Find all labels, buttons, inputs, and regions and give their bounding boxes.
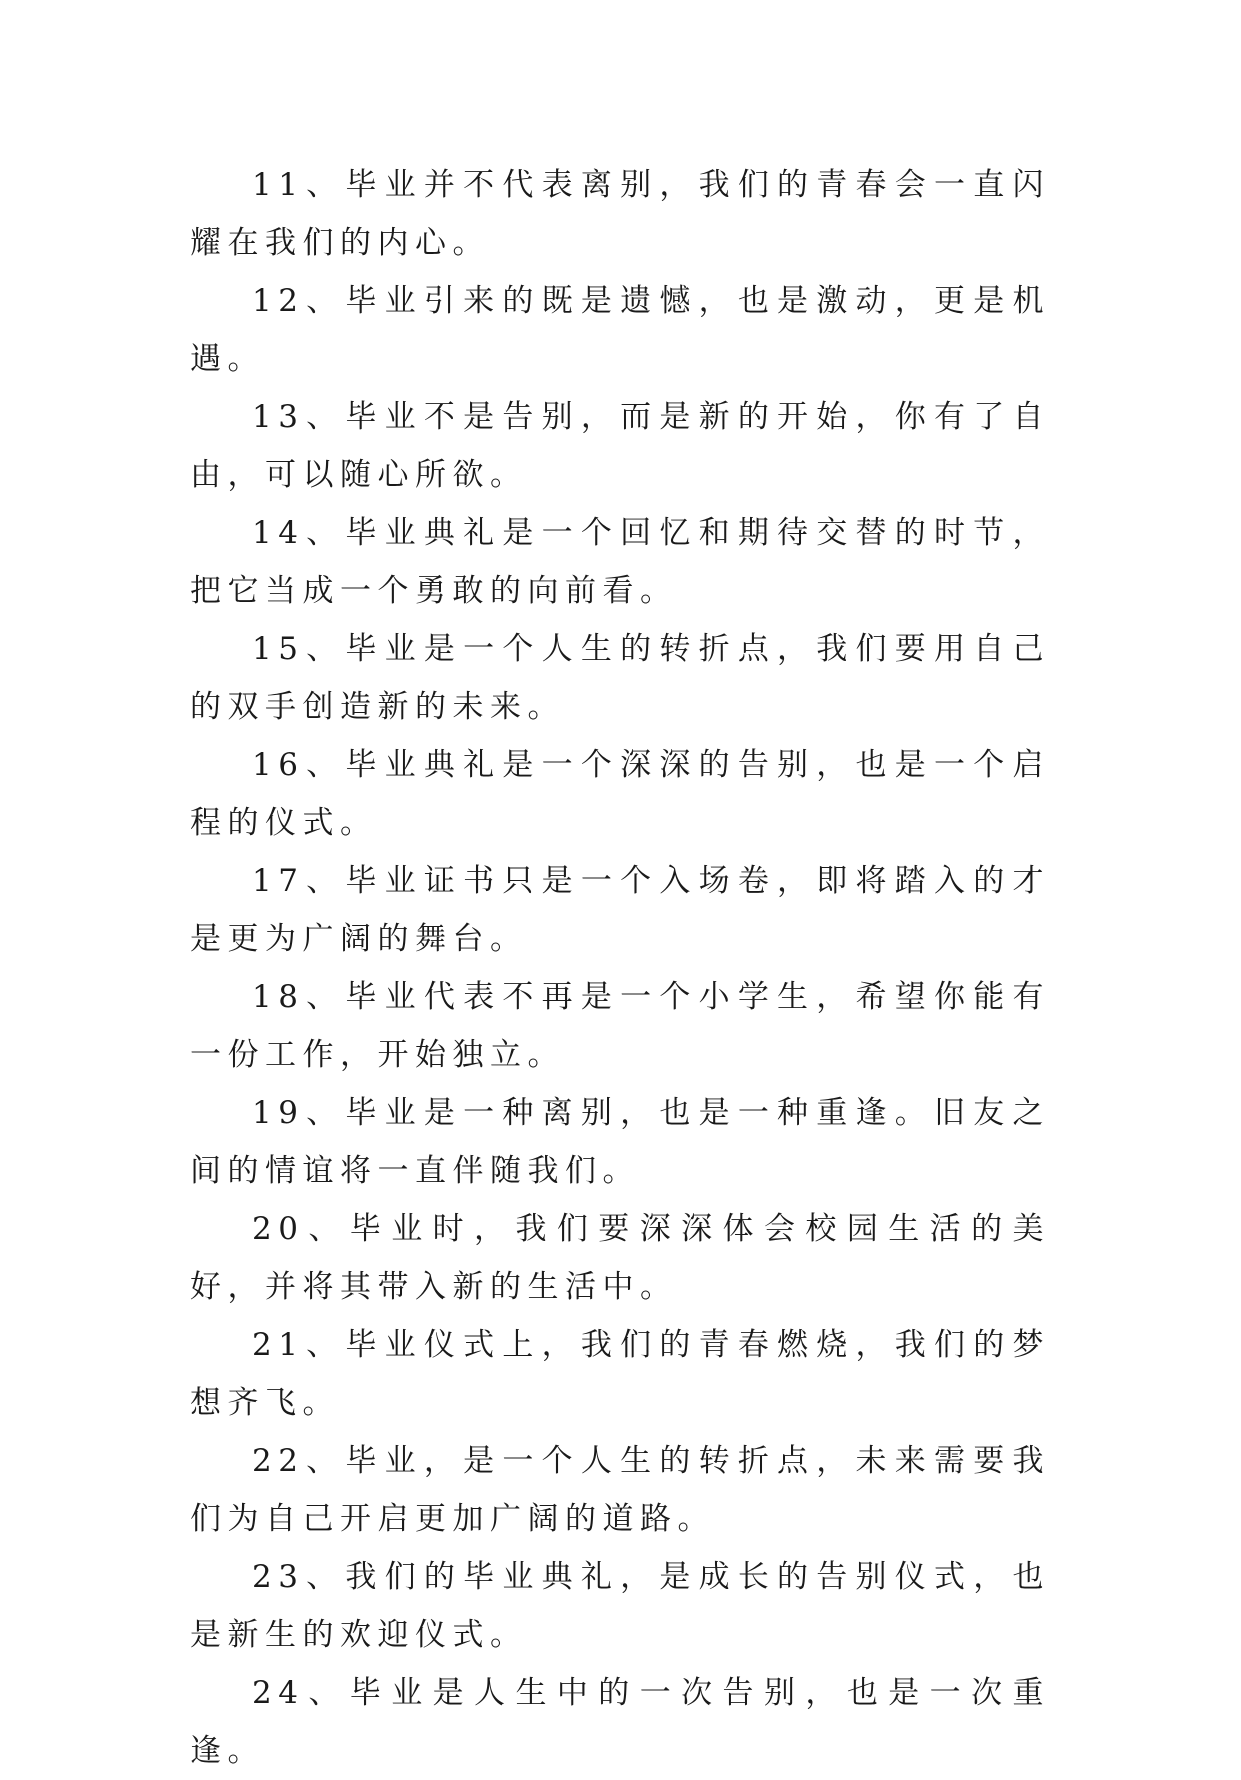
document-body bbox=[190, 156, 1050, 1780]
paragraph-13: 13、毕业不是告别，而是新的开始，你有了自由，可以随心所欲。 bbox=[190, 399, 1050, 493]
paragraph-19: 19、毕业是一种离别，也是一种重逢。旧友之间的情谊将一直伴随我们。 bbox=[190, 1095, 1050, 1189]
paragraph-20: 20、毕业时，我们要深深体会校园生活的美好，并将其带入新的生活中。 bbox=[190, 1211, 1050, 1305]
paragraph-14: 14、毕业典礼是一个回忆和期待交替的时节，把它当成一个勇敢的向前看。 bbox=[190, 515, 1050, 609]
paragraph-22: 22、毕业，是一个人生的转折点，未来需要我们为自己开启更加广阔的道路。 bbox=[190, 1443, 1050, 1537]
paragraph-18: 18、毕业代表不再是一个小学生，希望你能有一份工作，开始独立。 bbox=[190, 979, 1050, 1073]
paragraph-16: 16、毕业典礼是一个深深的告别，也是一个启程的仪式。 bbox=[190, 747, 1050, 841]
paragraph-17: 17、毕业证书只是一个入场卷，即将踏入的才是更为广阔的舞台。 bbox=[190, 863, 1050, 957]
paragraph-21: 21、毕业仪式上，我们的青春燃烧，我们的梦想齐飞。 bbox=[190, 1327, 1050, 1421]
paragraph-15: 15、毕业是一个人生的转折点，我们要用自己的双手创造新的未来。 bbox=[190, 631, 1050, 725]
paragraph-24: 24、毕业是人生中的一次告别，也是一次重逢。 bbox=[190, 1675, 1050, 1769]
paragraph-11: 11、毕业并不代表离别，我们的青春会一直闪耀在我们的内心。 bbox=[190, 167, 1050, 261]
paragraph-23: 23、我们的毕业典礼，是成长的告别仪式，也是新生的欢迎仪式。 bbox=[190, 1559, 1050, 1653]
paragraph-12: 12、毕业引来的既是遗憾，也是激动，更是机遇。 bbox=[190, 283, 1050, 377]
